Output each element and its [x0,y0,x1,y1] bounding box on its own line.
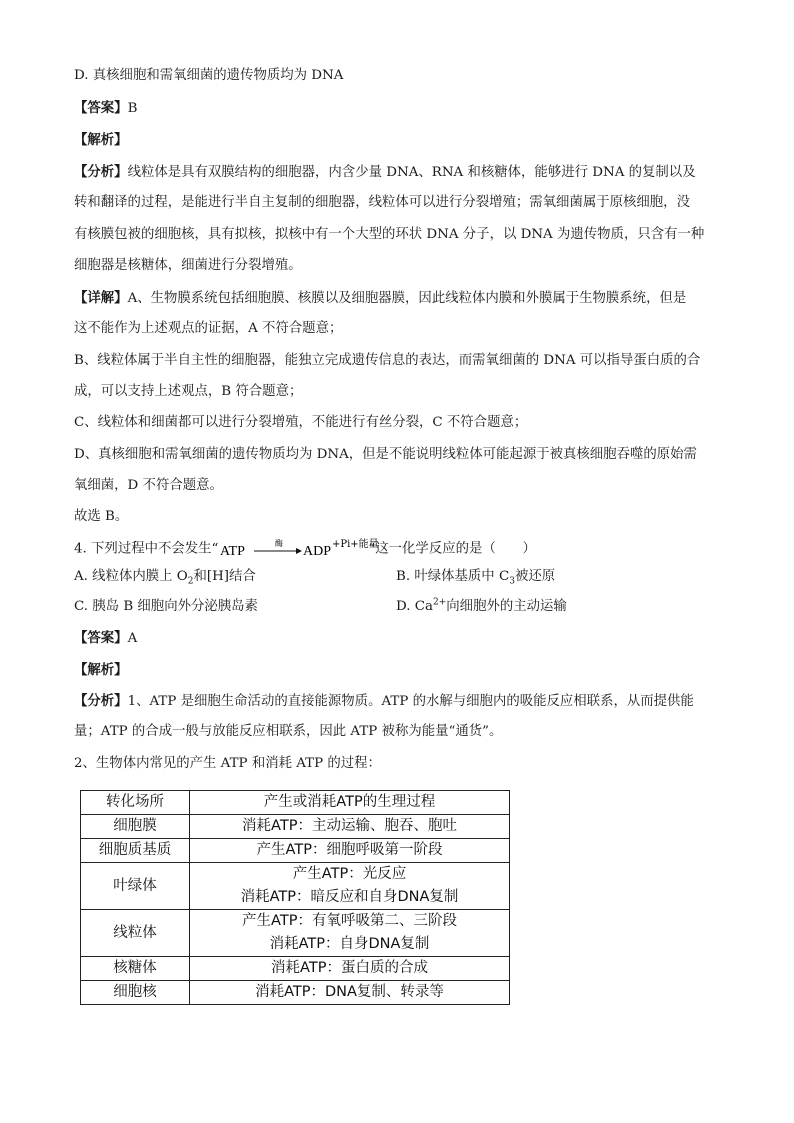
table-cell-process [190,910,510,957]
q3-fenxi-line-1 [74,163,696,182]
q4-option-a [74,568,256,586]
process-line: 消耗ATP：暗反应和自身DNA复制 [240,889,459,905]
table-header-cell: 产生或消耗ATP的生理过程 [190,791,510,815]
table-row [81,981,510,1005]
fenxi-label: 【分析】 [74,164,128,180]
q3-fenxi-line-2: 转和翻译的过程，是能进行半自主复制的细胞器，线粒体可以进行分裂增殖；需氧细菌属于原核细胞，没 [74,195,690,210]
q3-answer [74,99,137,118]
equation-tail: +Pi+能量 [332,539,380,550]
table-cell-process: 消耗ATP：主动运输、胞吞、胞吐 [190,815,510,839]
xiangjie-label: 【详解】 [74,290,128,306]
paragraph-text: A、生物膜系统包括细胞膜、核膜以及细胞器膜，因此线粒体内膜和外膜属于生物膜系统，但是 [127,291,687,306]
answer-label: 【答案】 [74,100,128,116]
superscript: 2+ [433,597,447,608]
q3-xiangjie-line-2: 这不能作为上述观点的证据，A 不符合题意； [74,321,343,336]
q3-conclusion: 故选 B。 [74,509,129,524]
q3-xiangjie-line-1 [74,289,686,308]
stem-suffix: ”这一化学反应的是（ ） [368,541,536,557]
q4-option-c: C. 胰岛 B 细胞向外分泌胰岛素 [74,599,258,614]
table-cell-place: 细胞质基质 [81,839,190,863]
table-cell-place: 细胞膜 [81,815,190,839]
answer-value: B [127,101,138,116]
q3-xiangjie-line-5: C、线粒体和细菌都可以进行分裂增殖，不能进行有丝分裂，C 不符合题意； [74,415,528,430]
q4-stem [74,538,536,560]
table-row [81,957,510,981]
table-cell-process [190,863,510,910]
q3-xiangjie-line-4: 成，可以支持上述观点，B 符合题意； [74,384,303,399]
paragraph-text: 1、ATP 是细胞生命活动的直接能源物质。ATP 的水解与细胞内的吸能反应相联系，从而提供能 [127,694,694,709]
table-row [81,815,510,839]
table-cell-process: 消耗ATP：DNA复制、转录等 [190,981,510,1005]
table-cell-place: 线粒体 [81,910,190,957]
q3-xiangjie-line-7: 氧细菌，D 不符合题意。 [74,478,223,493]
subscript: 3 [509,576,515,587]
table-cell-place: 核糖体 [81,957,190,981]
q4-analysis-label: 【解析】 [74,662,128,678]
atp-text: ATP [220,544,246,559]
table-row [81,910,510,957]
table-header-cell: 转化场所 [81,791,190,815]
option-text: 向细胞外的主动运输 [446,599,567,614]
q3-analysis-label: 【解析】 [74,132,128,148]
option-text: B. 叶绿体基质中 C [396,569,510,584]
process-line: 消耗ATP：自身DNA复制 [269,936,430,952]
q4-answer [74,629,137,648]
q4-fenxi-line-1 [74,692,694,711]
process-line: 产生ATP：光反应 [292,866,407,882]
fenxi-label: 【分析】 [74,693,128,709]
table-row [81,863,510,910]
table-cell-process: 消耗ATP：蛋白质的合成 [190,957,510,981]
q3-xiangjie-line-6: D、真核细胞和需氧细菌的遗传物质均为 DNA，但是不能说明线粒体可能起源于被真核细胞吞噬的原始需 [74,447,697,462]
stem-prefix: 4. 下列过程中不会发生“ [74,541,219,557]
table-cell-process: 产生ATP：细胞呼吸第一阶段 [190,839,510,863]
table-cell-place: 叶绿体 [81,863,190,910]
reaction-equation [218,538,380,560]
answer-value: A [127,631,138,646]
adp-text: ADP [303,544,332,559]
subscript: 2 [187,576,194,587]
table-header-row [81,791,510,815]
q3-option-d: D. 真核细胞和需氧细菌的遗传物质均为 DNA [74,68,344,83]
atp-process-table [80,790,510,1005]
option-text: D. Ca [396,599,434,614]
q3-fenxi-line-3: 有核膜包被的细胞核，具有拟核，拟核中有一个大型的环状 DNA 分子，以 DNA 为遗传物质，只含有一种 [74,227,705,242]
option-text: A. 线粒体内膜上 O [74,569,188,584]
option-text: 被还原 [514,569,556,584]
table-row [81,839,510,863]
table-cell-place: 细胞核 [81,981,190,1005]
process-line: 产生ATP：有氧呼吸第二、三阶段 [242,913,457,929]
q3-xiangjie-line-3: B、线粒体属于半自主性的细胞器，能独立完成遗传信息的表达，而需氧细菌的 DNA 可以指导蛋白质的合 [74,353,701,368]
answer-label: 【答案】 [74,630,128,646]
q4-option-b [396,568,555,586]
option-text: 和[H]结合 [193,569,256,584]
q4-option-d [396,598,567,616]
paragraph-text: 线粒体是具有双膜结构的细胞器，内含少量 DNA、RNA 和核糖体，能够进行 DNA 的复制以及 [127,165,696,180]
reaction-arrowhead [296,548,302,554]
q4-fenxi-line-2: 量；ATP 的合成一般与放能反应相联系，因此 ATP 被称为能量“通货”。 [74,724,503,739]
q3-fenxi-line-4: 细胞器是核糖体，细菌进行分裂增殖。 [74,258,302,273]
q4-point-2: 2、生物体内常见的产生 ATP 和消耗 ATP 的过程： [74,756,381,771]
enzyme-label: 酶 [275,539,284,548]
